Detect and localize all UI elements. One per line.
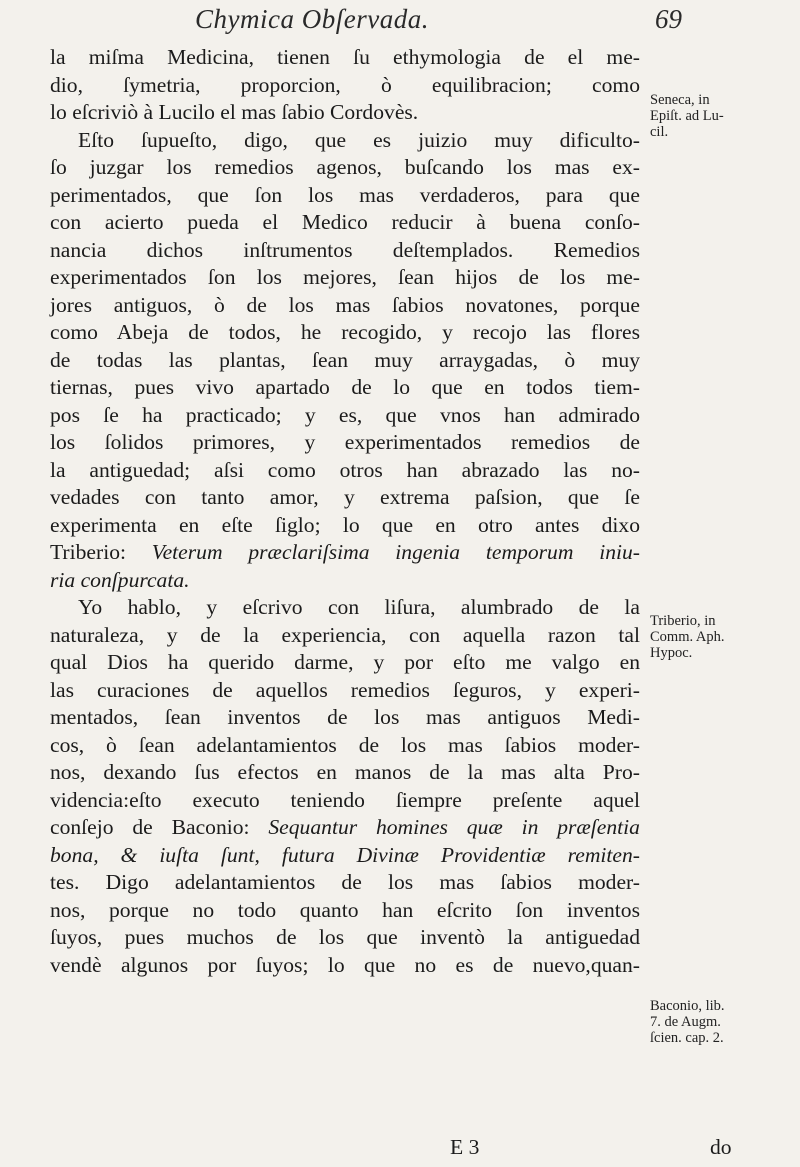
- text-line: ria conſpurcata.: [50, 567, 190, 592]
- text-span: Triberio:: [50, 540, 126, 564]
- text-line: qual Dios ha querido darme, y por eſto me valgo en: [50, 650, 640, 674]
- latin-quote: Sequantur homines quæ in præſentia: [268, 815, 640, 839]
- text-line: Eſto ſupueſto, digo, que es juizio muy dificulto-: [78, 127, 640, 152]
- text-line: ſuyos, pues muchos de los que inventò la antiguedad: [50, 925, 640, 949]
- text-line: la antiguedad; aſsi como otros han abrazado las no-: [50, 457, 640, 482]
- text-line: experimentados ſon los mejores, ſean hijos de los me-: [50, 265, 640, 289]
- margin-note-line: Comm. Aph.: [650, 629, 725, 645]
- text-line: dio, ſymetria, proporcion, ò equilibracion; como: [50, 72, 640, 97]
- margin-note-line: ſcien. cap. 2.: [650, 1030, 724, 1046]
- margin-note-line: Baconio, lib.: [650, 998, 725, 1014]
- margin-note-line: Hypoc.: [650, 645, 693, 661]
- margin-note-triberio: [650, 613, 800, 661]
- signature-mark: E 3: [450, 1135, 480, 1159]
- text-line: [50, 814, 640, 842]
- text-line: tes. Digo adelantamientos de los mas ſabios moder-: [50, 870, 640, 894]
- text-line: nancia dichos inſtrumentos deſtemplados. Remedios: [50, 237, 640, 262]
- text-line: como Abeja de todos, he recogido, y recojo las flores: [50, 320, 640, 344]
- text-line: perimentados, que ſon los mas verdaderos, para que: [50, 182, 640, 207]
- text-line: nos, porque no todo quanto han eſcrito ſon inventos: [50, 897, 640, 922]
- text-line: videncia:eſto executo teniendo ſiempre preſente aquel: [50, 787, 640, 812]
- text-span: conſejo de Baconio:: [50, 815, 250, 839]
- margin-note-line: Seneca, in: [650, 92, 710, 108]
- page-number: 69: [655, 4, 682, 34]
- margin-note-line: Triberio, in: [650, 613, 716, 629]
- text-line: naturaleza, y de la experiencia, con aquella razon tal: [50, 622, 640, 647]
- latin-quote: Veterum præclariſsima ingenia temporum iniu-: [151, 540, 641, 564]
- text-line: cos, ò ſean adelantamientos de los mas ſabios moder-: [50, 732, 640, 757]
- text-line: los ſolidos primores, y experimentados remedios de: [50, 430, 640, 454]
- text-line: tiernas, pues vivo apartado de lo que en todos tiem-: [50, 375, 640, 399]
- margin-note-line: cil.: [650, 124, 669, 140]
- text-line: con acierto pueda el Medico reducir à buena conſo-: [50, 210, 640, 234]
- text-line: las curaciones de aquellos remedios ſeguros, y experi-: [50, 677, 640, 702]
- text-line: ſo juzgar los remedios agenos, buſcando los mas ex-: [50, 155, 640, 179]
- text-line: nos, dexando ſus efectos en manos de la mas alta Pro-: [50, 760, 640, 784]
- running-head: Chymica Obſervada.: [195, 4, 429, 34]
- page-header: [0, 4, 800, 44]
- text-line: lo eſcriviò à Lucilo el mas ſabio Cordovès.: [50, 100, 419, 124]
- text-line: mentados, ſean inventos de los mas antiguos Medi-: [50, 705, 640, 729]
- text-line: Yo hablo, y eſcrivo con liſura, alumbrado de la: [78, 595, 640, 619]
- text-line: la miſma Medicina, tienen ſu ethymologia de el me-: [50, 45, 640, 69]
- margin-note-line: Epiſt. ad Lu-: [650, 108, 724, 124]
- text-line: pos ſe ha practicado; y es, que vnos han admirado: [50, 402, 640, 427]
- text-line: jores antiguos, ò de los mas ſabios novatones, porque: [50, 292, 640, 317]
- margin-note-seneca: [650, 92, 800, 140]
- main-text: [50, 44, 640, 979]
- catchword: do: [710, 1135, 732, 1159]
- text-line: bona, & iuſta ſunt, futura Divinæ Providentiæ remiten-: [50, 842, 640, 867]
- text-line: vendè algunos por ſuyos; lo que no es de nuevo,quan-: [50, 952, 640, 977]
- text-line: [50, 539, 640, 567]
- text-line: vedades con tanto amor, y extrema paſsion, que ſe: [50, 485, 640, 509]
- text-line: experimenta en eſte ſiglo; lo que en otro antes dixo: [50, 512, 640, 537]
- margin-note-baconio: [650, 998, 800, 1046]
- margin-note-line: 7. de Augm.: [650, 1014, 721, 1030]
- text-line: de todas las plantas, ſean muy arraygadas, ò muy: [50, 347, 640, 372]
